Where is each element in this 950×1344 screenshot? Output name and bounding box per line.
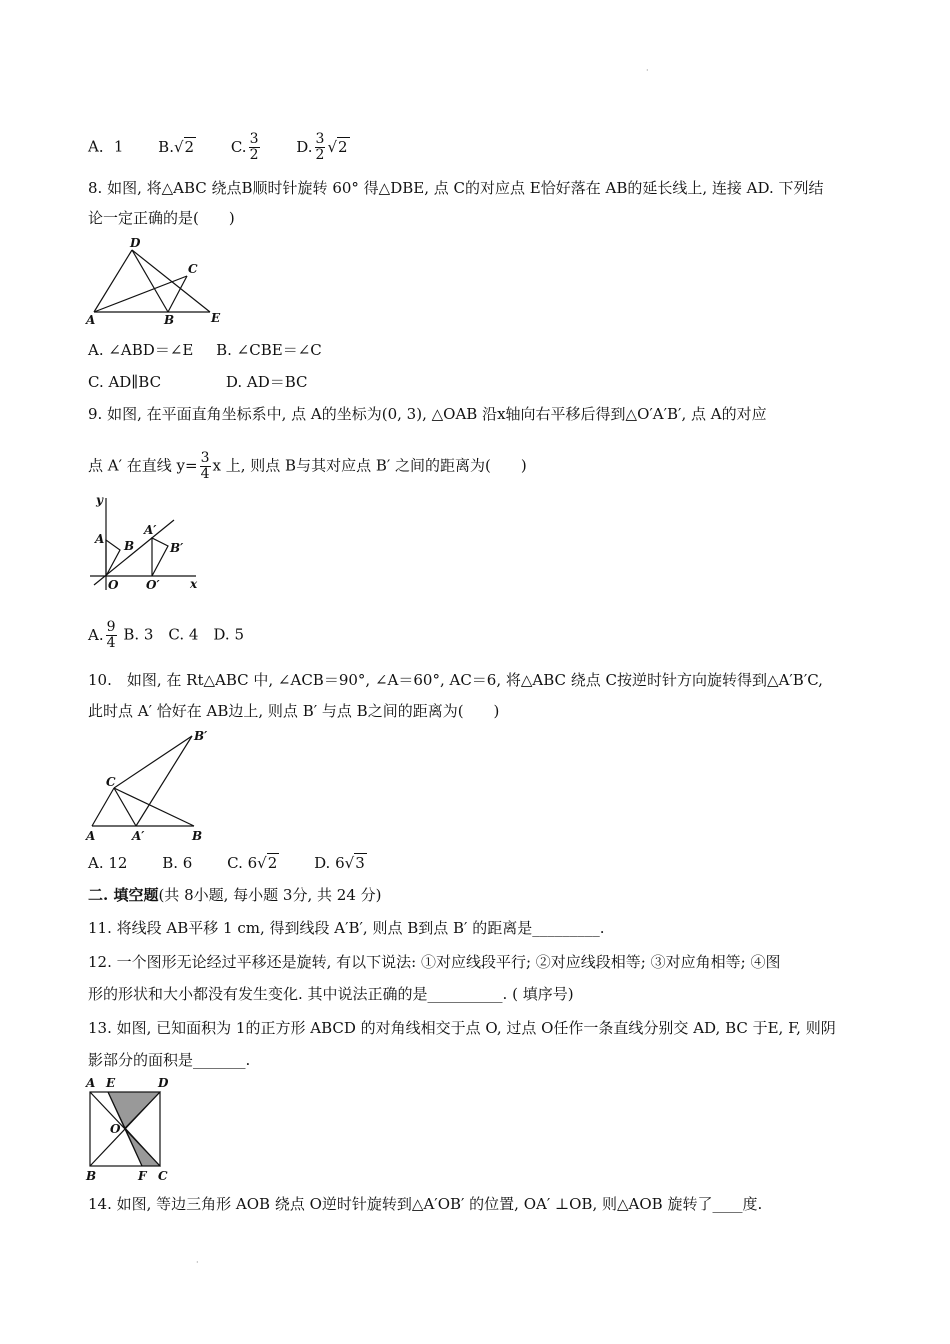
q9-label-b: B bbox=[124, 539, 135, 553]
q7-option-a: A．1 bbox=[88, 137, 124, 156]
q8-option-d: D. AD＝BC bbox=[225, 373, 308, 391]
q8-figure bbox=[84, 236, 234, 328]
q9-label-a: A bbox=[95, 532, 105, 546]
section2-title: 二. 填空题 bbox=[88, 886, 159, 904]
q8-seg-db bbox=[132, 250, 168, 312]
q10-option-a: A. 12 bbox=[88, 854, 128, 872]
q13-label-f: F bbox=[138, 1169, 147, 1183]
q9-label-o-prime: O′ bbox=[146, 578, 160, 592]
q9-options-rest: B. 3 C. 4 D. 5 bbox=[123, 625, 245, 644]
q8-label-d: D bbox=[130, 236, 141, 250]
q8-option-b: B. ∠CBE＝∠C bbox=[216, 341, 322, 359]
q9-triangle-oab-prime bbox=[152, 538, 168, 576]
section2-heading bbox=[88, 885, 381, 905]
q9-label-a-prime: A′ bbox=[144, 523, 157, 537]
q7-options bbox=[88, 132, 350, 163]
q10-option-c: C. 6√2 bbox=[227, 854, 278, 872]
q9-triangle-oab bbox=[106, 540, 120, 576]
q8-seg-de bbox=[132, 250, 210, 312]
q13-label-b: B bbox=[86, 1169, 97, 1183]
q9-label-y: y bbox=[96, 493, 103, 507]
q8-label-c: C bbox=[188, 262, 198, 276]
q14-text: 14. 如图, 等边三角形 AOB 绕点 O逆时针旋转到△A′OB′ 的位置, OA′ ⊥OB, 则△AOB 旋转了____度. bbox=[88, 1195, 763, 1213]
q13-line1: 13. 如图, 已知面积为 1的正方形 ABCD 的对角线相交于点 O, 过点 O任作一条直线分别交 AD, BC 于E, F, 则阴 bbox=[88, 1019, 836, 1037]
q8-stem-line2: 论一定正确的是( ) bbox=[88, 209, 235, 227]
q12-line1: 12. 一个图形无论经过平移还是旋转, 有以下说法: ①对应线段平行; ②对应线段相等; ③对应角相等; ④图 bbox=[88, 953, 781, 971]
q10-seg-cb bbox=[114, 788, 194, 826]
q9-label-b-prime: B′ bbox=[170, 541, 184, 555]
q8-seg-ad bbox=[94, 250, 132, 312]
q10-seg-cb-prime bbox=[114, 736, 192, 788]
q9-options bbox=[88, 620, 244, 651]
q10-label-b: B bbox=[192, 829, 203, 843]
q7-option-c: C. $\frac{3}{2}$ bbox=[230, 131, 259, 163]
q7-option-b: B.√2 bbox=[158, 137, 195, 156]
q12-line2: 形的形状和大小都没有发生变化. 其中说法正确的是__________. ( 填序号) bbox=[88, 985, 574, 1003]
q9-label-o: O bbox=[108, 578, 119, 592]
page-mark-bottom: · bbox=[196, 1258, 199, 1267]
q10-options bbox=[88, 853, 367, 873]
q7-option-d: D. $\frac{3}{2}$ √2 bbox=[296, 131, 348, 163]
q8-seg-ac bbox=[94, 276, 187, 312]
q8-label-b: B bbox=[164, 313, 175, 327]
q13-line2: 影部分的面积是_______. bbox=[88, 1051, 251, 1069]
q10-label-c: C bbox=[106, 775, 116, 789]
q10-option-b: B. 6 bbox=[162, 854, 193, 872]
q8-stem-line1: 8. 如图, 将△ABC 绕点B顺时针旋转 60° 得△DBE, 点 C的对应点 E恰好落在 AB的延长线上, 连接 AD. 下列结 bbox=[88, 179, 824, 197]
q9-option-a: A. $\frac{9}{4}$ bbox=[88, 619, 116, 651]
q11-text: 11. 将线段 AB平移 1 cm, 得到线段 A′B′, 则点 B到点 B′ 的距离是_________. bbox=[88, 919, 605, 937]
q13-label-c: C bbox=[158, 1169, 168, 1183]
q10-label-b-prime: B′ bbox=[194, 729, 208, 743]
q10-option-d: D. 6√3 bbox=[314, 854, 365, 872]
q10-seg-a-prime-b-prime bbox=[136, 736, 192, 826]
q8-option-c: C. AD∥BC bbox=[88, 373, 162, 391]
q10-label-a-prime: A′ bbox=[132, 829, 145, 843]
q13-figure bbox=[84, 1074, 176, 1184]
q9-figure bbox=[84, 490, 204, 596]
q10-stem-line2: 此时点 A′ 恰好在 AB边上, 则点 B′ 与点 B之间的距离为( ) bbox=[88, 702, 500, 720]
q13-label-e: E bbox=[106, 1076, 116, 1090]
q13-label-d: D bbox=[158, 1076, 169, 1090]
q9-stem-line1: 9. 如图, 在平面直角坐标系中, 点 A的坐标为(0, 3), △OAB 沿x轴向右平移后得到△O′A′B′, 点 A的对应 bbox=[88, 405, 767, 423]
q9-label-x: x bbox=[190, 577, 198, 591]
page-mark-top: · bbox=[646, 66, 649, 75]
q10-stem-line1: 10. 如图, 在 Rt△ABC 中, ∠ACB＝90°, ∠A＝60°, AC＝6, 将△ABC 绕点 C按逆时针方向旋转得到△A′B′C, bbox=[88, 671, 823, 689]
q13-label-o: O bbox=[110, 1122, 121, 1136]
section2-desc: (共 8小题, 每小题 3分, 共 24 分) bbox=[158, 886, 382, 904]
q8-options-row2 bbox=[88, 372, 308, 392]
q13-label-a: A bbox=[86, 1076, 96, 1090]
q8-option-a: A. ∠ABD＝∠E bbox=[88, 341, 194, 359]
q8-label-e: E bbox=[211, 311, 221, 325]
q10-label-a: A bbox=[86, 829, 96, 843]
q10-figure bbox=[84, 726, 214, 844]
q8-options-row1 bbox=[88, 340, 322, 360]
q10-seg-ac bbox=[92, 788, 114, 826]
q9-stem-line2: 点 A′ 在直线 y= $\frac{3}{4}$ x 上, 则点 B与其对应点 B′ 之间的距离为( ) bbox=[88, 450, 527, 482]
q8-label-a: A bbox=[86, 313, 96, 327]
